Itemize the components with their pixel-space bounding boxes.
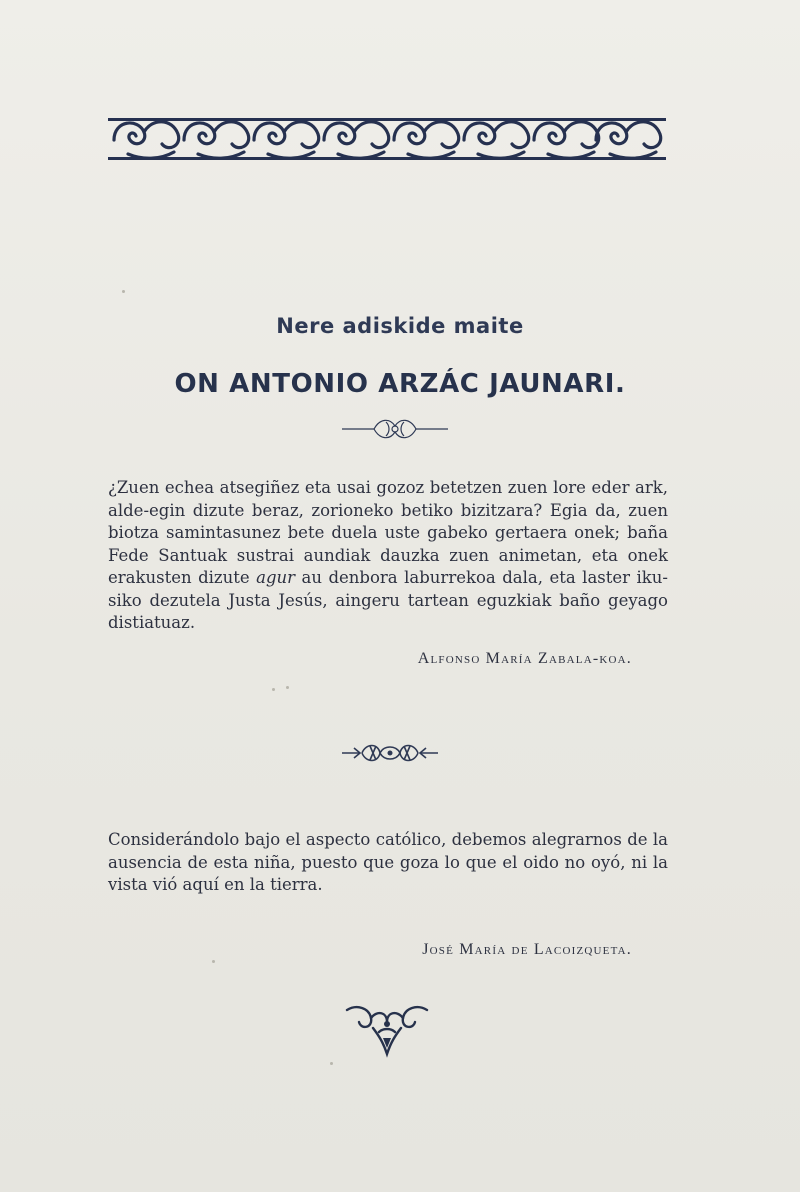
basque-paragraph	[108, 477, 668, 635]
paper-speck	[286, 686, 289, 689]
paper-speck	[122, 290, 125, 293]
salutation-heading: Nere adiskide maite	[276, 314, 524, 338]
scroll-band-ornament	[108, 110, 666, 166]
paper-speck	[330, 1062, 333, 1065]
flourish-divider-ornament	[340, 414, 450, 444]
paragraph-text-start: ¿Zuen echea atsegiñez eta usai gozoz betetzen zuen lore eder ark, alde-egin dizute beraz, zorioneko betiko bizitzara? Egia da, zuen biotza samintasunez bete duela uste gabeko gertaera onek; baña Fede Santuak sustrai aundiak dauzka zuen animetan, eta onek erakusten dizute	[108, 478, 668, 587]
paper-speck	[212, 960, 215, 963]
spanish-paragraph: Considerándolo bajo el aspecto católico, debemos alegrarnos de la ausencia de esta niña, puesto que goza lo que el oido no oyó, ni la vista vió aquí en la tierra.	[108, 830, 668, 894]
tailpiece-ornament	[343, 1002, 431, 1058]
paper-speck	[272, 688, 275, 691]
signature-lacoizqueta: José María de Lacoizqueta.	[422, 941, 632, 958]
italic-word: agur	[256, 568, 296, 587]
paragraph-text-end: au denbora laburrekoa dala, eta laster iku-siko dezutela Justa Jesús, aingeru tartean eguzkiak baño geyago distiatuaz.	[108, 568, 668, 632]
dedicatee-heading: ON ANTONIO ARZÁC JAUNARI.	[174, 369, 626, 399]
signature-zabala: Alfonso María Zabala-koa.	[417, 650, 632, 667]
fleuron-divider-ornament	[340, 740, 440, 766]
